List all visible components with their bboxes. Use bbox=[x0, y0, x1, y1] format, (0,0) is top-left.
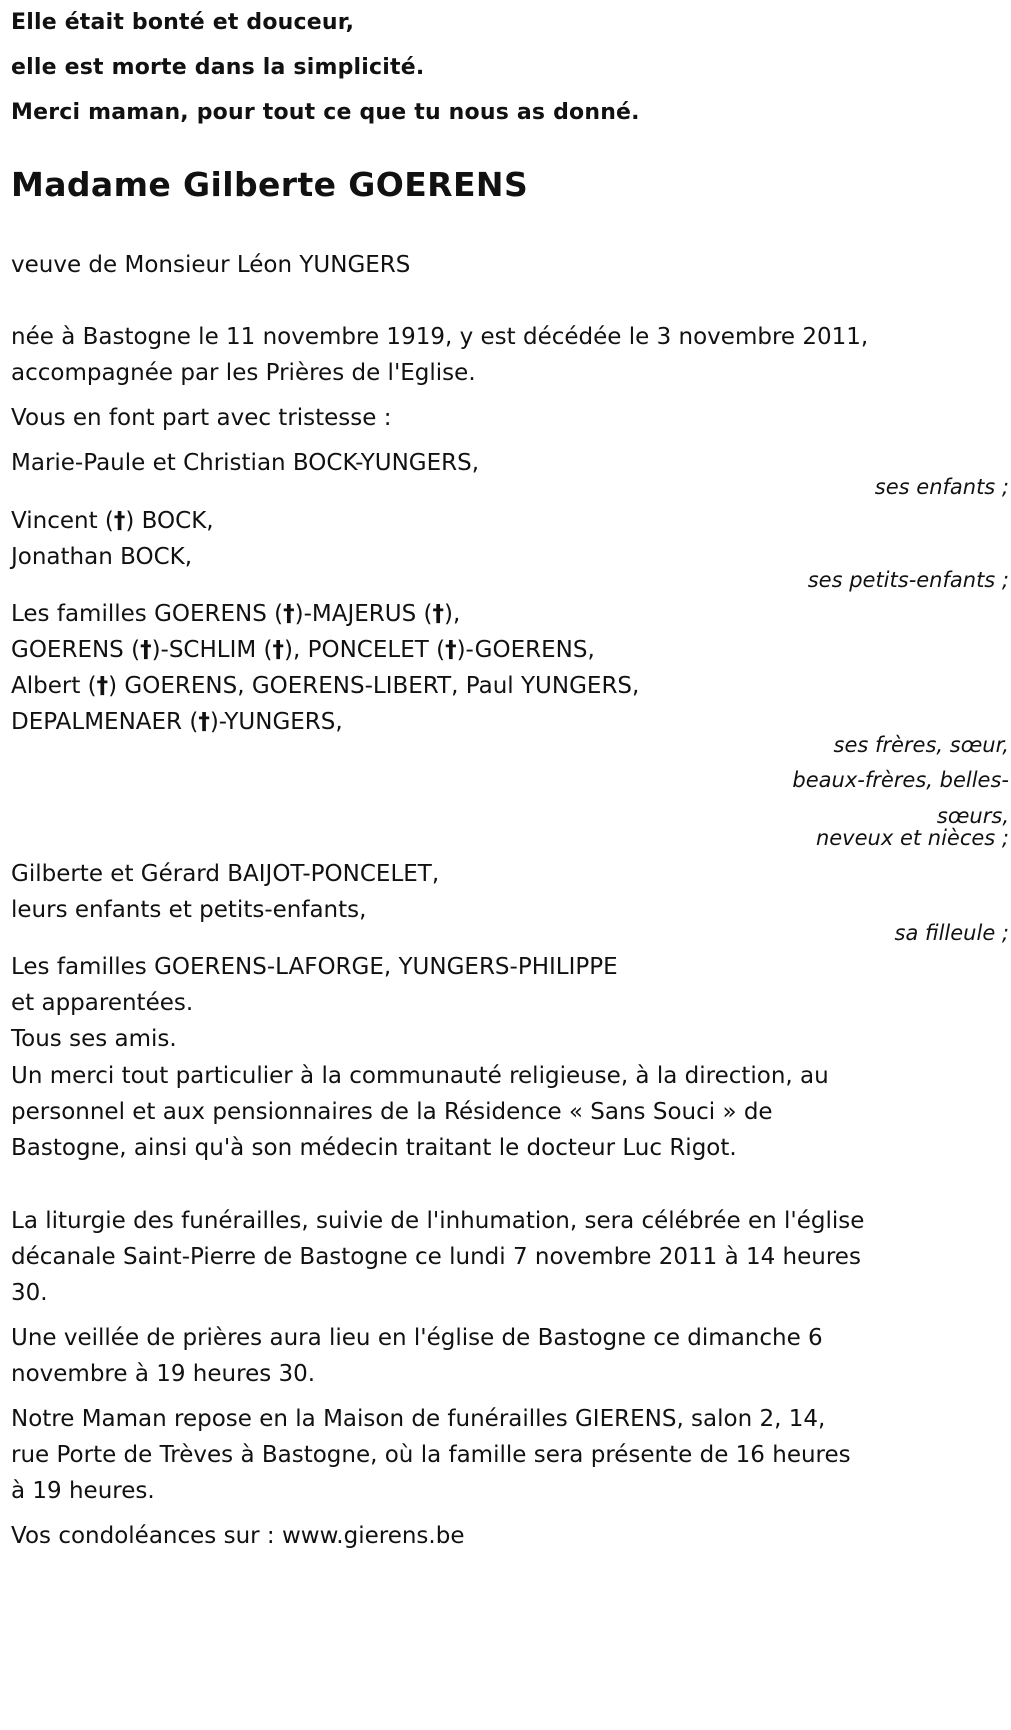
repose-line-2: rue Porte de Trèves à Bastogne, où la famille sera présente de 16 heures bbox=[11, 1442, 851, 1468]
vigil-line-2: novembre à 19 heures 30. bbox=[11, 1361, 316, 1387]
other-families-line-2: et apparentées. bbox=[11, 990, 194, 1016]
cross-icon: † bbox=[283, 601, 295, 627]
other-families-line-1: Les familles GOERENS-LAFORGE, YUNGERS-PHILIPPE bbox=[11, 954, 618, 980]
grandchildren-line-2: Jonathan BOCK, bbox=[11, 544, 193, 570]
repose-line-1: Notre Maman repose en la Maison de funérailles GIERENS, salon 2, 14, bbox=[11, 1406, 826, 1432]
siblings-relation-2: beaux-frères, belles- bbox=[792, 768, 1009, 792]
siblings-line-1: Les familles GOERENS (†)-MAJERUS (†), bbox=[11, 601, 461, 627]
siblings-line-3: Albert (†) GOERENS, GOERENS-LIBERT, Paul YUNGERS, bbox=[11, 673, 640, 699]
funeral-line-1: La liturgie des funérailles, suivie de l'inhumation, sera célébrée en l'église bbox=[11, 1208, 865, 1234]
grandchildren-relation: ses petits-enfants ; bbox=[807, 568, 1009, 592]
birth-death-line-1: née à Bastogne le 11 novembre 1919, y est décédée le 3 novembre 2011, bbox=[11, 324, 869, 350]
cross-icon: † bbox=[198, 709, 210, 735]
children-line: Marie-Paule et Christian BOCK-YUNGERS, bbox=[11, 450, 480, 476]
epigraph-line-2: elle est morte dans la simplicité. bbox=[11, 55, 425, 80]
condolences-line: Vos condoléances sur : www.gierens.be bbox=[11, 1523, 465, 1549]
cross-icon: † bbox=[96, 673, 109, 699]
cross-icon: † bbox=[272, 637, 285, 663]
thanks-line-3: Bastogne, ainsi qu'à son médecin traitant le docteur Luc Rigot. bbox=[11, 1135, 737, 1161]
funeral-line-2: décanale Saint-Pierre de Bastogne ce lundi 7 novembre 2011 à 14 heures bbox=[11, 1244, 861, 1270]
thanks-line-1: Un merci tout particulier à la communauté religieuse, à la direction, au bbox=[11, 1063, 829, 1089]
announcement-line: Vous en font part avec tristesse : bbox=[11, 405, 392, 431]
siblings-relation-3: sœurs, bbox=[936, 804, 1009, 828]
epigraph-line-1: Elle était bonté et douceur, bbox=[11, 10, 355, 35]
funeral-line-3: 30. bbox=[11, 1280, 48, 1306]
cross-icon: † bbox=[113, 508, 126, 534]
goddaughter-relation: sa filleule ; bbox=[894, 921, 1009, 945]
siblings-line-2: GOERENS (†)-SCHLIM (†), PONCELET (†)-GOERENS, bbox=[11, 637, 595, 663]
grandchildren-line-1: Vincent (†) BOCK, bbox=[11, 508, 214, 534]
cross-icon: † bbox=[445, 637, 457, 663]
siblings-relation-1: ses frères, sœur, bbox=[833, 733, 1009, 757]
birth-death-line-2: accompagnée par les Prières de l'Eglise. bbox=[11, 360, 476, 386]
friends-line: Tous ses amis. bbox=[11, 1026, 177, 1052]
vigil-line-1: Une veillée de prières aura lieu en l'église de Bastogne ce dimanche 6 bbox=[11, 1325, 823, 1351]
deceased-name: Madame Gilberte GOERENS bbox=[11, 165, 529, 204]
epigraph-line-3: Merci maman, pour tout ce que tu nous as donné. bbox=[11, 100, 640, 125]
children-relation: ses enfants ; bbox=[874, 475, 1009, 499]
spouse-line: veuve de Monsieur Léon YUNGERS bbox=[11, 252, 411, 278]
siblings-relation-4: neveux et nièces ; bbox=[815, 826, 1009, 850]
goddaughter-line-1: Gilberte et Gérard BAIJOT-PONCELET, bbox=[11, 861, 440, 887]
thanks-line-2: personnel et aux pensionnaires de la Résidence « Sans Souci » de bbox=[11, 1099, 773, 1125]
goddaughter-line-2: leurs enfants et petits-enfants, bbox=[11, 897, 367, 923]
siblings-line-4: DEPALMENAER (†)-YUNGERS, bbox=[11, 709, 343, 735]
cross-icon: † bbox=[432, 601, 445, 627]
cross-icon: † bbox=[140, 637, 152, 663]
repose-line-3: à 19 heures. bbox=[11, 1478, 155, 1504]
